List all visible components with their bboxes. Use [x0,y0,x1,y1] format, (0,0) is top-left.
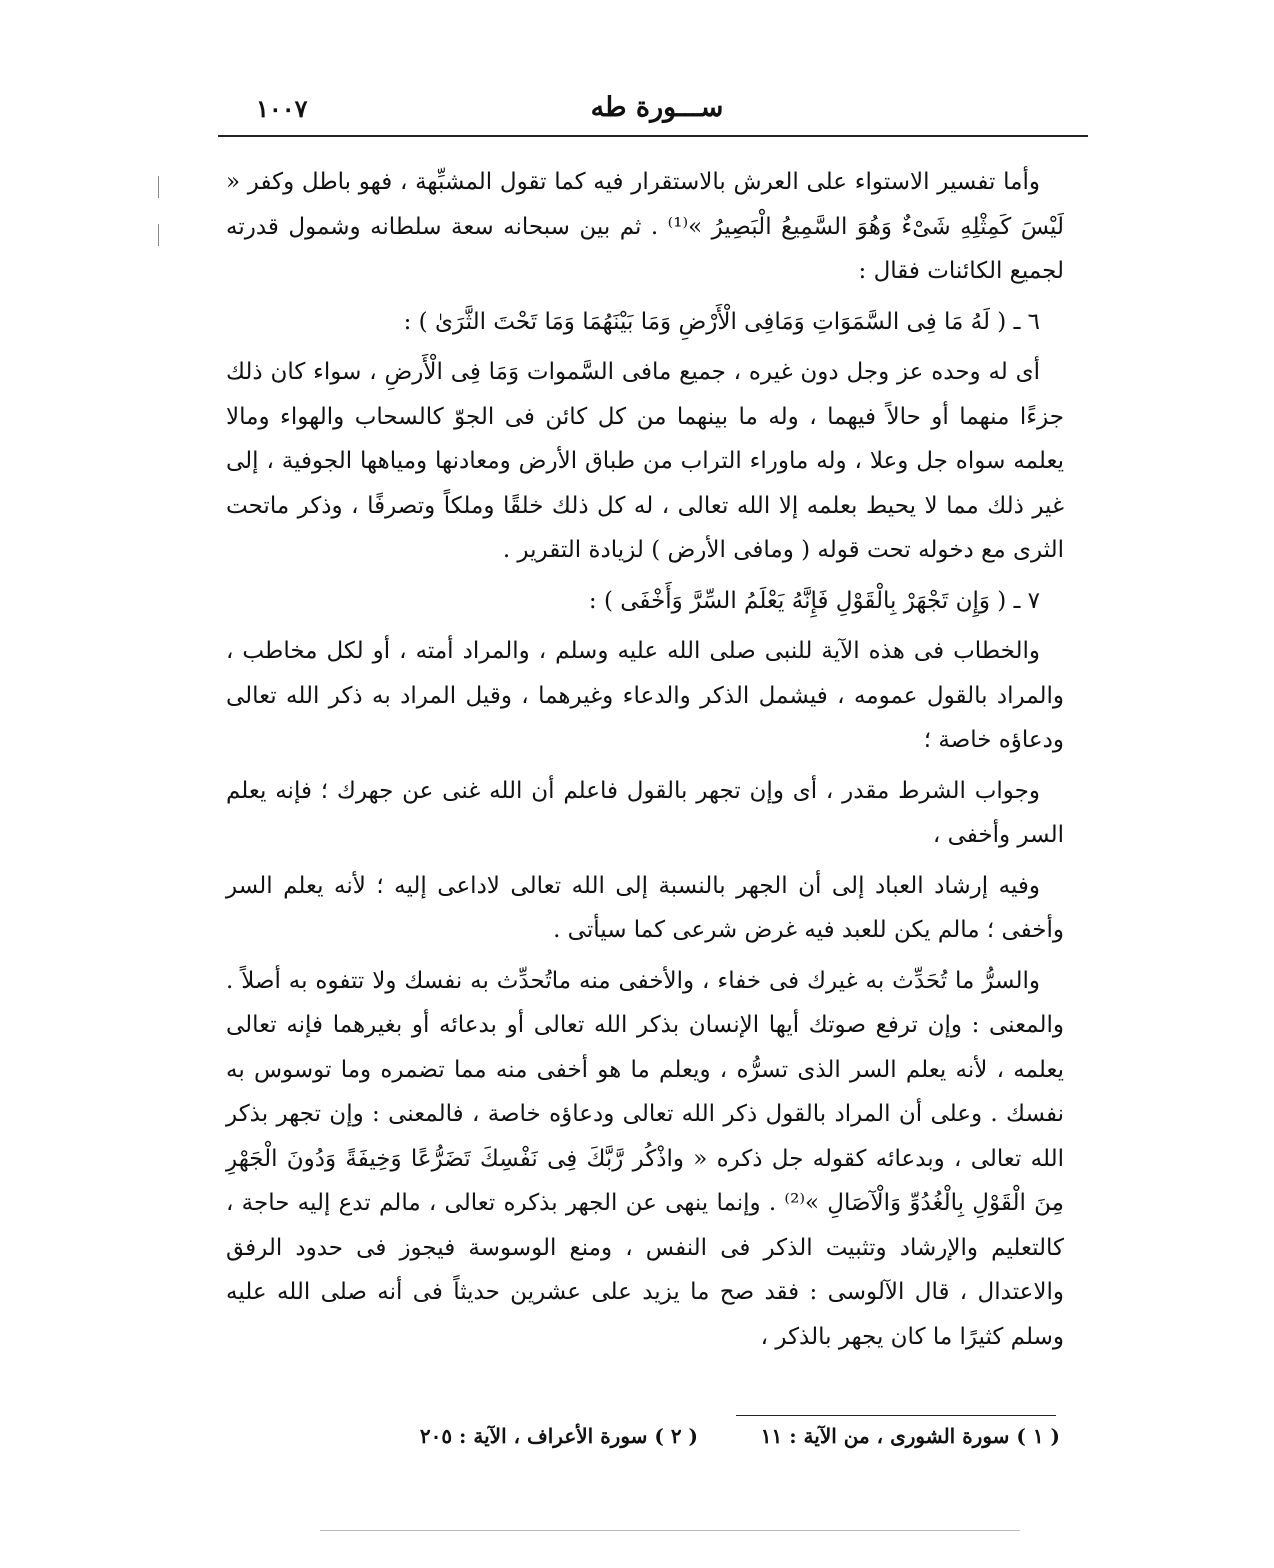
header-rule [218,135,1088,137]
paragraph-sirr: والسرُّ ما تُحَدِّث به غيرك فى خفاء ، والأخفى منه ماتُحدِّث به نفسك ولا تتفوه به أصلاً . والمعنى : وإن ترفع صوتك أيها الإنسان بذكر الله تعالى أو بدعائه أو بغيرهما فإنه تعالى يعلمه ، لأنه يعلم السر الذى تسرُّه ، ويعلم ما هو أخفى منه مما تضمره وما توسوس به نفسك . وعلى أن المراد بالقول ذكر الله تعالى ودعاؤه خاصة ، فالمعنى : وإن تجهر بذكر الله تعالى ، وبدعائه كقوله جل ذكره « واذْكُر رَّبَّكَ فِى نَفْسِكَ تَضَرُّعًا وَخِيفَةً وَدُونَ الْجَهْرِ مِنَ الْقَوْلِ بِالْغُدُوِّ وَالْآصَالِ »⁽²⁾ . وإنما ينهى عن الجهر بذكره تعالى ، مالم تدع إليه حاجة ، كالتعليم والإرشاد وتثبيت الذكر فى النفس ، ومنع الوسوسة فيجوز فى حدود الرفق والاعتدال ، قال الآلوسى : فقد صح ما يزيد على عشرين حديثاً فى أنه صلى الله عليه وسلم كثيرًا ما كان يجهر بالذكر ، [226,967,1064,1350]
footnote-1: ( ١ ) سورة الشورى ، من الآية : ١١ [760,1424,1060,1448]
footnote-2: ( ٢ ) سورة الأعراف ، الآية : ٢٠٥ [419,1424,698,1448]
footnotes [215,1424,1060,1458]
paragraph-istiwa: وأما تفسير الاستواء على العرش بالاستقرار فيه كما تقول المشبِّهة ، فهو باطل وكفر « لَيْسَ كَمِثْلِهِ شَىْءٌ وَهُوَ السَّمِيعُ الْبَصِيرُ »⁽¹⁾ . ثم بين سبحانه سعة سلطانه وشمول قدرته لجميع الكائنات فقال : [226,169,1064,284]
margin-mark [158,176,159,198]
verse-6: ٦ ـ ( لَهُ مَا فِى السَّمَوَاتِ وَمَافِى الْأَرْضِ وَمَا بَيْنَهُمَا وَمَا تَحْتَ الثَّرَىٰ ) : [403,308,1040,335]
page-number: ١٠٠٧ [256,94,308,123]
footnote-rule [736,1415,1056,1416]
bottom-rule [320,1530,1020,1531]
paragraph-jawab-shart: وجواب الشرط مقدر ، أى وإن تجهر بالقول فاعلم أن الله غنى عن جهرك ؛ فإنه يعلم السر وأخفى ، [226,777,1064,848]
paragraph-verse-6-commentary: أى له وحده عز وجل دون غيره ، جميع مافى السَّموات وَمَا فِى الْأَرضِ ، سواء كان ذلك جزءًا منهما أو حالاً فيهما ، وله ما بينهما من كل كائن فى الجوّ كالسحاب والهواء ومالا يعلمه سواه جل وعلا ، وله ماوراء التراب من طباق الأرض ومعادنها ومياهها الجوفية ، إلى غير ذلك مما لا يحيط بعلمه إلا الله تعالى ، له كل ذلك خلقًا وملكاً وتصرفًا ، وذكر ماتحت الثرى مع دخوله تحت قوله ( ومافى الأرض ) لزيادة التقرير . [226,359,1064,563]
body-text [226,160,1064,1359]
paragraph-khitab: والخطاب فى هذه الآية للنبى صلى الله عليه وسلم ، والمراد أمته ، أو لكل مخاطب ، والمراد بالقول عمومه ، فيشمل الذكر والدعاء وغيرهما ، وقيل المراد به ذكر الله تعالى ودعاؤه خاصة ؛ [226,638,1064,753]
margin-mark [158,224,159,246]
verse-7: ٧ ـ ( وَإِن تَجْهَرْ بِالْقَوْلِ فَإِنَّهُ يَعْلَمُ السِّرَّ وَأَخْفَى ) : [588,587,1040,614]
page-header [228,92,1086,136]
surah-title: ســـورة طه [590,92,724,123]
paragraph-irshad: وفيه إرشاد العباد إلى أن الجهر بالنسبة إلى الله تعالى لاداعى إليه ؛ لأنه يعلم السر وأخفى ؛ مالم يكن للعبد فيه غرض شرعى كما سيأتى . [226,872,1064,943]
